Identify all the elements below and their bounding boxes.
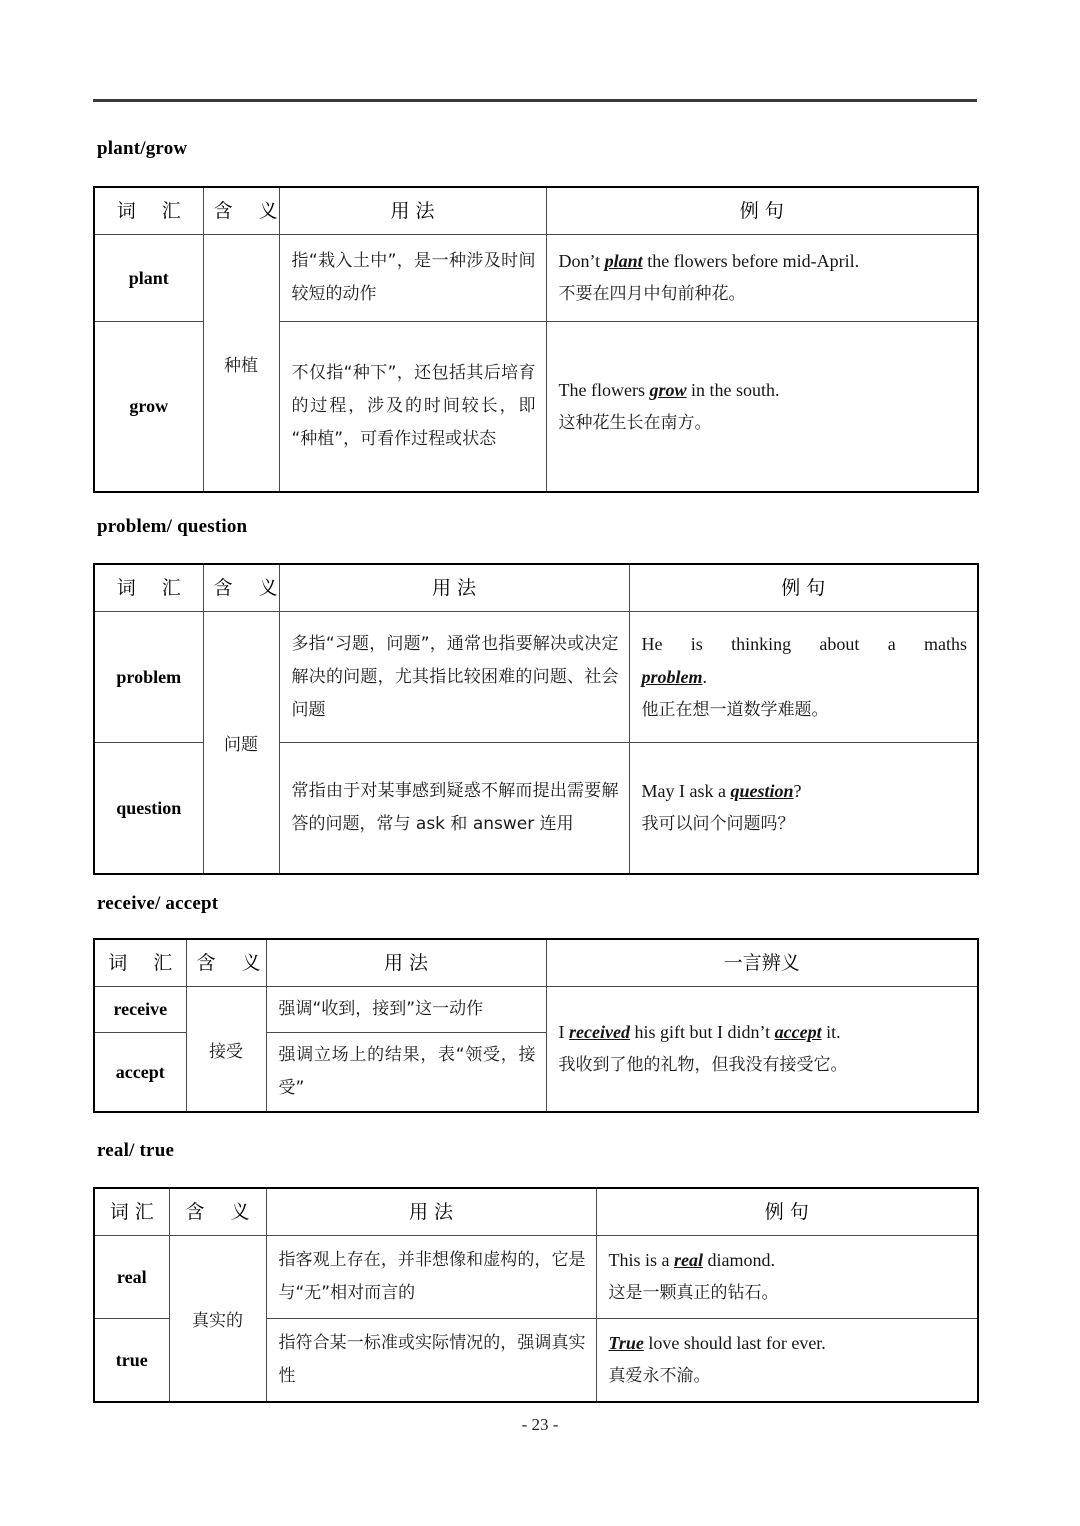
example-cell-plant [546,235,978,322]
page-number: - 23 - [521,1415,559,1434]
example-en-prefix: Don’t [558,251,605,271]
column-header-example: 例 句 [596,1188,978,1236]
example-zh: 他正在想一道数学难题。 [641,699,829,720]
column-header-example: 例 句 [629,564,978,612]
usage-cell-grow: 不仅指“种下”，还包括其后培育的过程，涉及的时间较长，即“种植”，可看作过程或状态 [279,322,546,493]
column-header-one-line-distinction: 一言辨义 [546,939,978,987]
usage-cell-question: 常指由于对某事感到疑惑不解而提出需要解答的问题，常与 ask 和 answer 连用 [279,743,629,875]
example-en-prefix: The flowers [558,379,650,400]
column-header-meaning: 含 义 [169,1188,266,1236]
meaning-cell-wenti: 问题 [203,612,279,875]
word-cell-real: real [94,1236,169,1319]
word-cell-receive: receive [94,987,186,1033]
meaning-cell-zhenshide: 真实的 [169,1236,266,1403]
comparison-table-real-true [93,1187,979,1403]
word-cell-plant: plant [94,235,203,322]
usage-cell-receive: 强调“收到，接到”这一动作 [266,987,546,1033]
column-header-meaning: 含 义 [186,939,266,987]
word-cell-question: question [94,743,203,875]
example-cell-question [629,743,978,875]
table-row [94,612,978,743]
example-en-suffix: . [702,666,707,687]
example-keyword-accept: accept [774,1022,822,1042]
comparison-table-problem-question [93,563,979,875]
example-keyword: plant [604,251,643,271]
word-cell-true: true [94,1319,169,1403]
example-en-prefix: May I ask a [641,781,731,801]
comparison-table-receive-accept [93,938,979,1113]
example-keyword: real [674,1250,703,1270]
example-keyword: True [608,1333,644,1353]
column-header-word: 词 汇 [94,564,203,612]
example-keyword: problem [641,666,703,687]
example-en-part3: it. [821,1022,841,1042]
column-header-usage: 用 法 [279,564,629,612]
column-header-usage: 用 法 [266,1188,596,1236]
example-cell-grow [546,322,978,493]
example-cell-receive-accept [546,987,978,1113]
column-header-meaning: 含 义 [203,564,279,612]
word-cell-accept: accept [94,1033,186,1113]
example-en-suffix: love should last for ever. [643,1333,826,1353]
example-en-prefix: This is a [608,1250,674,1270]
table-header-row [94,187,978,235]
table-header-row [94,939,978,987]
example-keyword-received: received [569,1022,630,1042]
table-row [94,1236,978,1319]
word-cell-problem: problem [94,612,203,743]
example-en-suffix: ? [793,781,802,801]
column-header-usage: 用 法 [279,187,546,235]
column-header-word: 词 汇 [94,939,186,987]
example-cell-problem [629,612,978,743]
usage-cell-plant: 指“栽入土中”，是一种涉及时间较短的动作 [279,235,546,322]
column-header-word: 词 汇 [94,187,203,235]
word-cell-grow: grow [94,322,203,493]
column-header-usage: 用 法 [266,939,546,987]
table-row [94,987,978,1033]
example-cell-real [596,1236,978,1319]
table-header-row [94,564,978,612]
page-header-rule [93,99,977,102]
table-row [94,235,978,322]
example-zh: 我可以问个问题吗？ [641,814,795,834]
example-zh: 我收到了他的礼物，但我没有接受它。 [558,1055,848,1075]
example-en-suffix: in the south. [686,379,780,400]
column-header-word: 词 汇 [94,1188,169,1236]
example-zh: 不要在四月中旬前种花。 [558,284,746,304]
comparison-table-plant-grow [93,186,979,493]
column-header-meaning: 含 义 [203,187,279,235]
meaning-cell-zhongzhi: 种植 [203,235,279,493]
usage-cell-problem: 多指“习题，问题”，通常也指要解决或决定解决的问题，尤其指比较困难的问题、社会问题 [279,612,629,743]
example-en-suffix: diamond. [703,1250,775,1270]
table-header-row [94,1188,978,1236]
example-zh: 这种花生长在南方。 [558,412,712,433]
column-header-example: 例 句 [546,187,978,235]
example-en-suffix: the flowers before mid-April. [642,251,860,271]
example-zh: 真爱永不渝。 [608,1366,711,1386]
example-cell-true [596,1319,978,1403]
usage-cell-true: 指符合某一标准或实际情况的，强调真实性 [266,1319,596,1403]
example-keyword: grow [649,379,687,400]
example-keyword: question [730,781,794,801]
usage-cell-real: 指客观上存在，并非想像和虚构的，它是与“无”相对而言的 [266,1236,596,1319]
section-heading-plant-grow: plant/grow [97,138,188,159]
section-heading-receive-accept: receive/ accept [97,893,219,914]
section-heading-real-true: real/ true [97,1140,175,1161]
meaning-cell-jieshou: 接受 [186,987,266,1113]
example-en-part2: his gift but I didn’t [629,1022,775,1042]
example-zh: 这是一颗真正的钻石。 [608,1283,779,1303]
section-heading-problem-question: problem/ question [97,516,248,537]
example-en-part1: I [558,1022,569,1042]
usage-cell-accept: 强调立场上的结果，表“领受，接受” [266,1033,546,1113]
example-en-prefix: He is thinking about a maths [641,633,967,654]
